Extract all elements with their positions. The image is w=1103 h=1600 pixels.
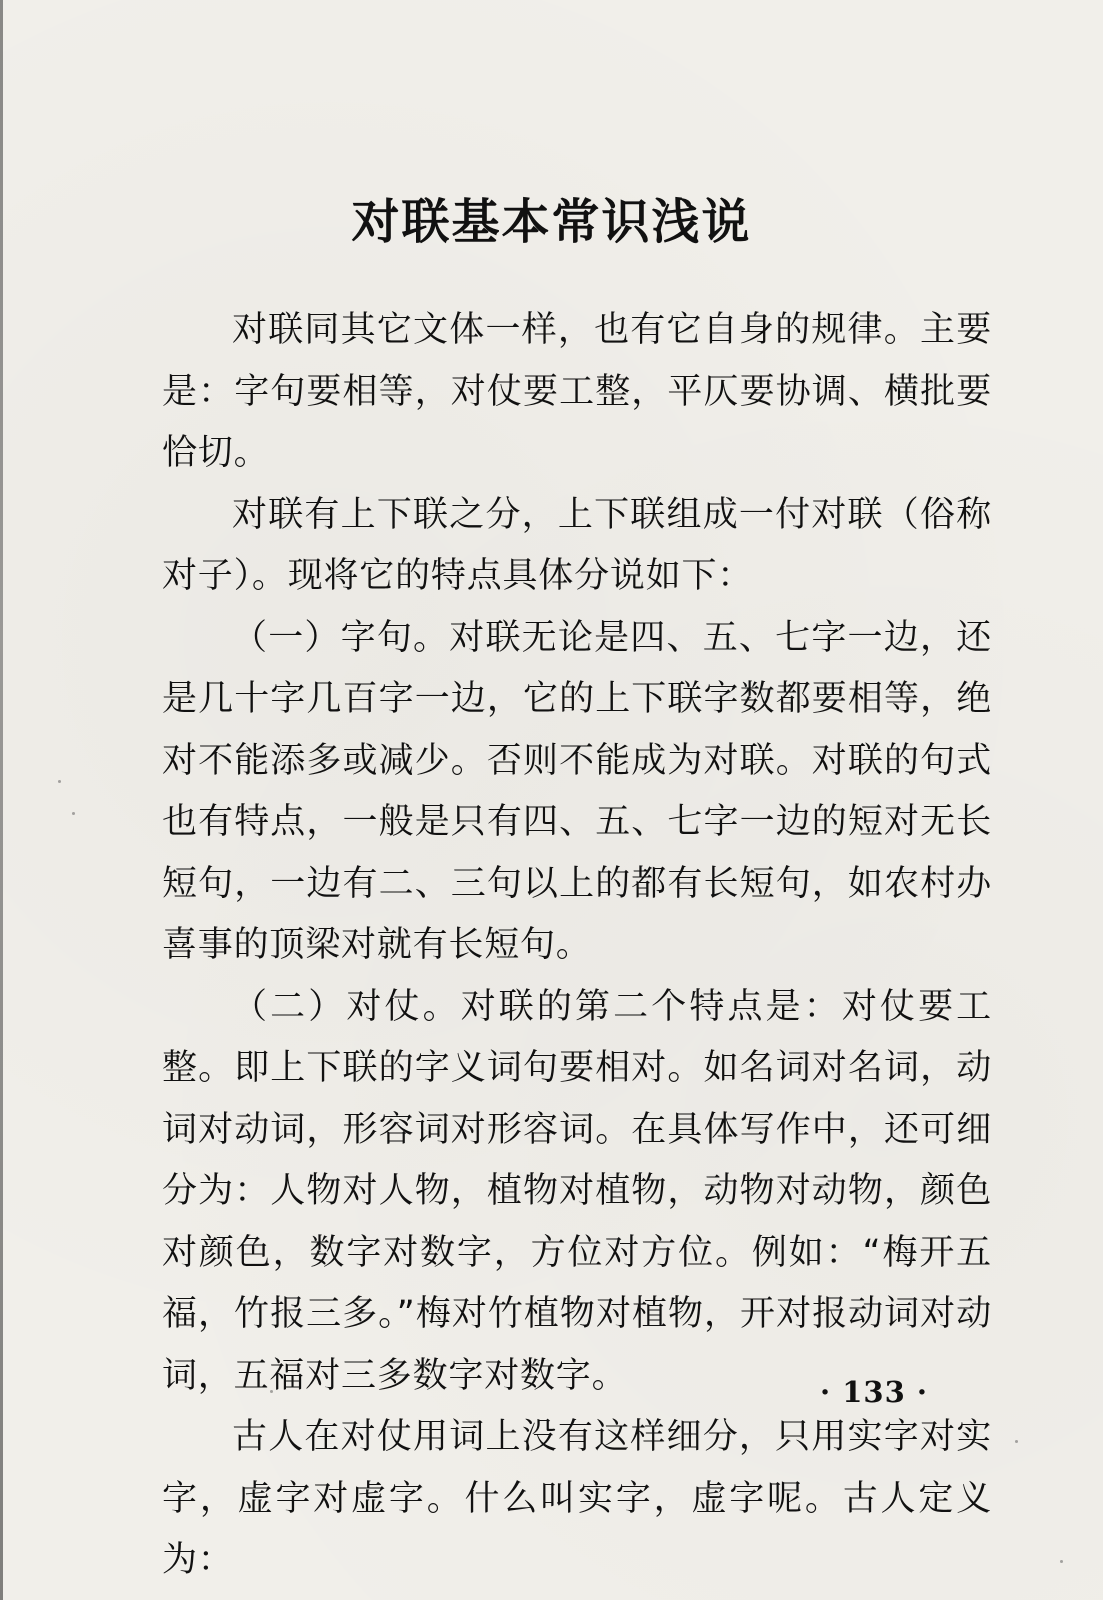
scan-speck <box>270 1390 273 1393</box>
paragraph-ancient-usage: 古人在对仗用词上没有这样细分，只用实字对实字，虚字对虚字。什么叫实字，虚字呢。古人定义为： <box>162 1417 992 1580</box>
folio-dot-right: · <box>916 1375 928 1409</box>
page-number <box>820 1372 928 1412</box>
scan-speck <box>1015 1440 1018 1443</box>
paragraph-antithesis-rule: （二）对仗。对联的第二个特点是：对仗要工整。即上下联的字义词句要相对。如名词对名词，动词对动词，形容词对形容词。在具体写作中，还可细分为：人物对人物，植物对植物，动物对动物，颜色对颜色，数字对数字，方位对方位。例如：“梅开五福，竹报三多。”梅对竹植物对植物，开对报动词对动词，五福对三多数字对数字。 <box>162 986 992 1396</box>
paragraph-intro: 对联同其它文体一样，也有它自身的规律。主要是：字句要相等，对仗要工整，平仄要协调、横批要恰切。 <box>162 310 992 473</box>
scan-speck <box>1060 1560 1063 1563</box>
paragraph-upper-lower: 对联有上下联之分，上下联组成一付对联（俗称对子）。现将它的特点具体分说如下： <box>162 494 992 596</box>
scan-speck <box>72 812 75 815</box>
folio-dot-left: · <box>820 1375 832 1409</box>
paragraph-sentence-rule: （一）字句。对联无论是四、五、七字一边，还是几十字几百字一边，它的上下联字数都要相等，绝对不能添多或减少。否则不能成为对联。对联的句式也有特点，一般是只有四、五、七字一边的短对无长短句，一边有二、三句以上的都有长短句，如农村办喜事的顶梁对就有长短句。 <box>162 617 992 965</box>
page-title: 对联基本常识浅说 <box>351 194 752 250</box>
page-number-value: 133 <box>842 1375 906 1409</box>
scan-speck <box>58 780 61 783</box>
